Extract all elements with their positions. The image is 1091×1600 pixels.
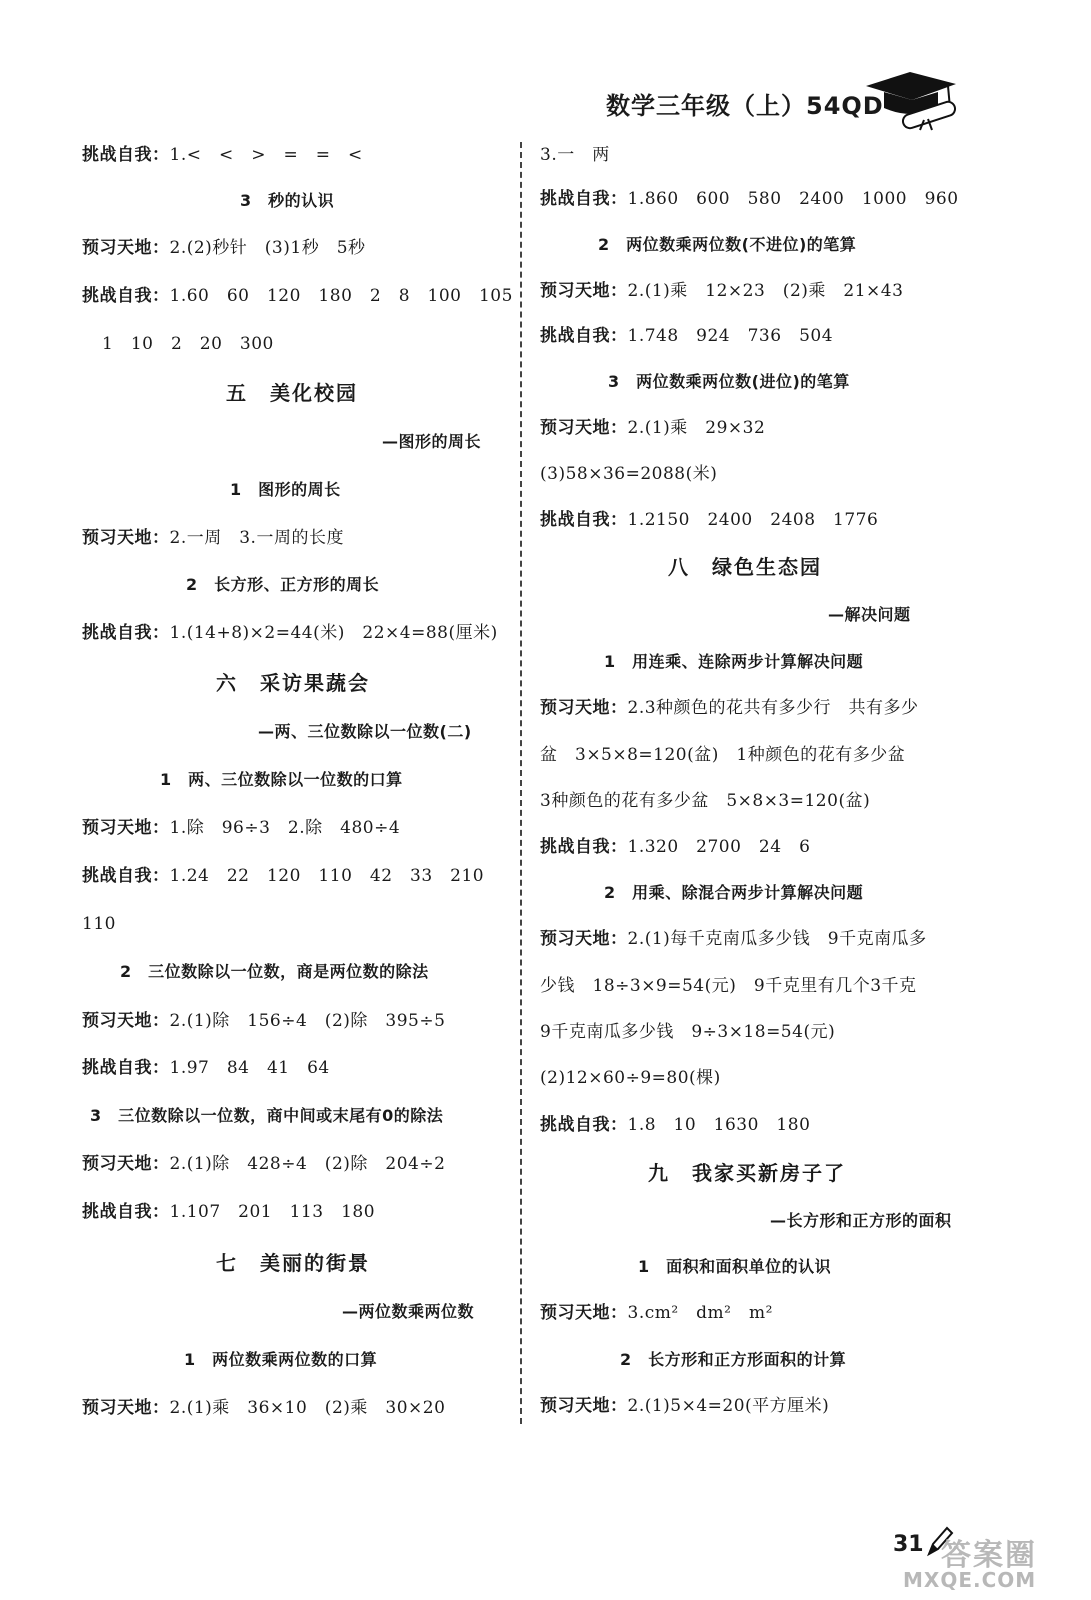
lesson-heading: 1 用连乘、连除两步计算解决问题 bbox=[604, 652, 864, 671]
answer-line: 预习天地：1.除 96÷3 2.除 480÷4 bbox=[82, 818, 401, 838]
page-header-title: 数学三年级（上）54QD bbox=[606, 92, 884, 120]
answer-line: 少钱 18÷3×9=54(元) 9千克里有几个3千克 bbox=[540, 976, 917, 996]
unit-topic: —长方形和正方形的面积 bbox=[770, 1211, 952, 1230]
answer-line: 3种颜色的花有多少盆 5×8×3=120(盆) bbox=[540, 791, 871, 811]
answer-line: 挑战自我：1.24 22 120 110 42 33 210 bbox=[82, 866, 485, 886]
lesson-heading: 2 长方形、正方形的周长 bbox=[186, 575, 380, 594]
answer-line: (2)12×60÷9=80(棵) bbox=[540, 1068, 721, 1088]
answer-line: 预习天地：2.(1)除 428÷4 (2)除 204÷2 bbox=[82, 1154, 446, 1174]
lesson-heading: 3 三位数除以一位数，商中间或末尾有0的除法 bbox=[90, 1106, 444, 1125]
unit-heading: 八 绿色生态园 bbox=[668, 555, 822, 579]
unit-heading: 六 采访果蔬会 bbox=[216, 671, 370, 695]
lesson-heading: 3 秒的认识 bbox=[240, 191, 335, 210]
lesson-heading: 2 两位数乘两位数(不进位)的笔算 bbox=[598, 235, 857, 254]
unit-heading: 七 美丽的街景 bbox=[216, 1251, 370, 1275]
column-divider bbox=[520, 142, 522, 1424]
lesson-heading: 1 面积和面积单位的认识 bbox=[638, 1257, 832, 1276]
answer-line: 挑战自我：1.2150 2400 2408 1776 bbox=[540, 510, 879, 530]
answer-line: 9千克南瓜多少钱 9÷3×18=54(元) bbox=[540, 1022, 836, 1042]
page-number: 31 bbox=[893, 1532, 924, 1557]
watermark-text: 答案圈 bbox=[941, 1538, 1037, 1573]
answer-line: 挑战自我：1.107 201 113 180 bbox=[82, 1202, 376, 1222]
unit-heading: 五 美化校园 bbox=[226, 381, 358, 405]
lesson-heading: 1 两、三位数除以一位数的口算 bbox=[160, 770, 403, 789]
answer-line: (3)58×36=2088(米) bbox=[540, 464, 718, 484]
answer-line: 挑战自我：1.860 600 580 2400 1000 960 bbox=[540, 189, 959, 209]
answer-line: 预习天地：3.cm² dm² m² bbox=[540, 1303, 773, 1323]
lesson-heading: 1 图形的周长 bbox=[230, 480, 341, 499]
unit-topic: —两、三位数除以一位数(二) bbox=[258, 722, 472, 741]
answer-line: 预习天地：2.(1)每千克南瓜多少钱 9千克南瓜多 bbox=[540, 929, 927, 949]
answer-line: 挑战自我：1.748 924 736 504 bbox=[540, 326, 834, 346]
answer-line: 3.一 两 bbox=[540, 145, 610, 165]
lesson-heading: 1 两位数乘两位数的口算 bbox=[184, 1350, 378, 1369]
answer-line: 预习天地：2.(1)乘 29×32 bbox=[540, 418, 766, 438]
answer-line: 110 bbox=[82, 914, 116, 934]
answer-line: 预习天地：2.一周 3.一周的长度 bbox=[82, 528, 344, 548]
lesson-heading: 2 用乘、除混合两步计算解决问题 bbox=[604, 883, 864, 902]
unit-heading: 九 我家买新房子了 bbox=[648, 1161, 846, 1185]
unit-topic: —解决问题 bbox=[828, 605, 911, 624]
answer-line: 1 10 2 20 300 bbox=[102, 334, 274, 354]
answer-line: 预习天地：2.3种颜色的花共有多少行 共有多少 bbox=[540, 698, 919, 718]
answer-line: 挑战自我：1.8 10 1630 180 bbox=[540, 1115, 811, 1135]
graduation-cap-icon bbox=[862, 68, 962, 134]
unit-topic: —两位数乘两位数 bbox=[342, 1302, 475, 1321]
answer-line: 挑战自我：1.< < > = = < bbox=[82, 145, 363, 165]
answer-line: 预习天地：2.(2)秒针 (3)1秒 5秒 bbox=[82, 238, 366, 258]
unit-topic: —图形的周长 bbox=[382, 432, 482, 451]
answer-line: 挑战自我：1.60 60 120 180 2 8 100 105 bbox=[82, 286, 513, 306]
answer-line: 预习天地：2.(1)乘 36×10 (2)乘 30×20 bbox=[82, 1398, 446, 1418]
answer-line: 挑战自我：1.97 84 41 64 bbox=[82, 1058, 330, 1078]
answer-line: 预习天地：2.(1)除 156÷4 (2)除 395÷5 bbox=[82, 1011, 446, 1031]
watermark-url: MXQE.COM bbox=[903, 1568, 1037, 1592]
answer-line: 盆 3×5×8=120(盆) 1种颜色的花有多少盆 bbox=[540, 745, 906, 765]
answer-line: 预习天地：2.(1)5×4=20(平方厘米) bbox=[540, 1396, 830, 1416]
answer-line: 预习天地：2.(1)乘 12×23 (2)乘 21×43 bbox=[540, 281, 904, 301]
answer-line: 挑战自我：1.320 2700 24 6 bbox=[540, 837, 811, 857]
answer-line: 挑战自我：1.(14+8)×2=44(米) 22×4=88(厘米) bbox=[82, 623, 498, 643]
lesson-heading: 2 长方形和正方形面积的计算 bbox=[620, 1350, 847, 1369]
lesson-heading: 2 三位数除以一位数，商是两位数的除法 bbox=[120, 962, 429, 981]
lesson-heading: 3 两位数乘两位数(进位)的笔算 bbox=[608, 372, 850, 391]
